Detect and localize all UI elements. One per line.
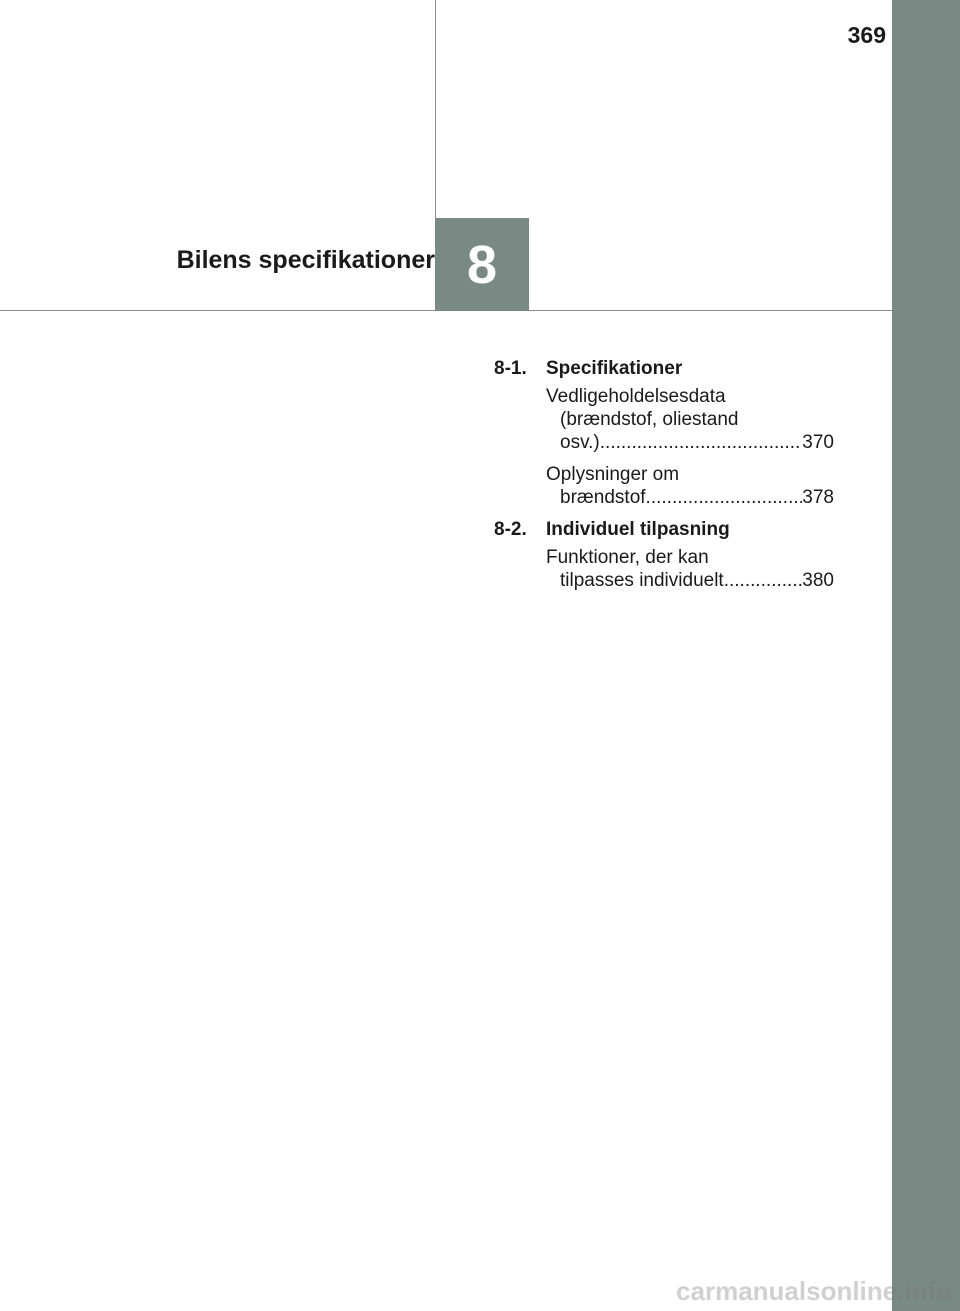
entry-last-line — [546, 431, 834, 454]
chapter-number: 8 — [466, 234, 498, 295]
section-number: 8-2. — [494, 519, 527, 540]
dot-leader — [724, 569, 803, 592]
entry-line: brændstof — [560, 487, 646, 508]
vertical-divider — [435, 0, 436, 218]
chapter-side-tab — [892, 0, 960, 1311]
dot-leader — [646, 486, 803, 509]
entry-line: osv.) — [560, 432, 600, 453]
page-ref: 370 — [802, 432, 834, 453]
toc-entry-oplysninger-om-braendstof[interactable] — [546, 463, 834, 509]
dot-leader — [600, 431, 803, 454]
entry-line: Funktioner, der kan — [546, 547, 709, 568]
toc-section-8-2[interactable] — [494, 518, 834, 541]
entry-line: tilpasses individuelt — [560, 570, 724, 591]
entry-line: Vedligeholdelsesdata — [546, 386, 726, 407]
section-title: Individuel tilpasning — [546, 519, 730, 540]
toc-entry-vedligeholdelsesdata[interactable] — [546, 385, 834, 454]
toc-section-8-1[interactable] — [494, 357, 834, 380]
entry-line: (brændstof, oliestand — [560, 409, 739, 430]
section-title: Specifikationer — [546, 358, 683, 379]
watermark: carmanualsonline.info — [676, 1276, 952, 1306]
entry-last-line — [546, 569, 834, 592]
page-ref: 378 — [802, 487, 834, 508]
toc-entry-funktioner[interactable] — [546, 546, 834, 592]
table-of-contents — [494, 357, 834, 601]
chapter-number-box — [435, 218, 529, 311]
chapter-title: Bilens specifikationer — [176, 246, 435, 274]
page-ref: 380 — [802, 570, 834, 591]
entry-line: Oplysninger om — [546, 464, 680, 485]
section-number: 8-1. — [494, 358, 527, 379]
page-number: 369 — [847, 22, 886, 48]
entry-last-line — [546, 486, 834, 509]
